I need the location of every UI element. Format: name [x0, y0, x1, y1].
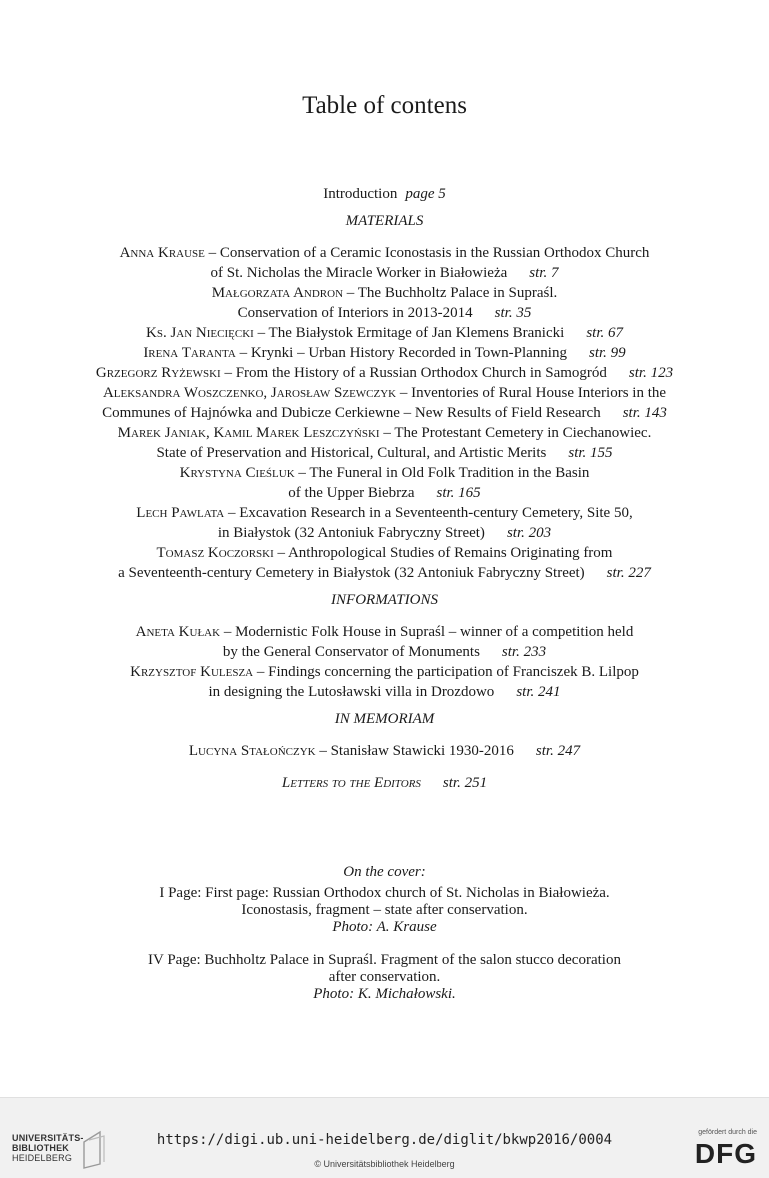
- letters-label: Letters to the Editors: [281, 775, 421, 791]
- entry-author: Ks. Jan Niecięcki: [146, 325, 254, 341]
- entry-author: Irena Taranta: [143, 345, 236, 361]
- viewer-footer: [0, 1097, 769, 1178]
- entry-title-cont: of the Upper Biebrza: [288, 485, 415, 501]
- entry-author: Lech Pawlata: [136, 505, 225, 521]
- toc-entry-kulak: [0, 622, 769, 642]
- entry-author: Marek Janiak, Kamil Marek Leszczyński: [117, 425, 380, 441]
- entry-title-cont: in Białystok (32 Antoniuk Fabryczny Street): [217, 525, 485, 541]
- cover-block-first: [0, 885, 769, 936]
- entry-page: str. 7: [529, 265, 559, 281]
- entry-page: str. 155: [568, 445, 613, 461]
- entry-title: – From the History of a Russian Orthodox Church in Samogród: [220, 365, 607, 381]
- entry-page: str. 233: [501, 644, 547, 660]
- toc-entry-kulesza: [0, 662, 769, 682]
- dfg-logo: DFG: [694, 1138, 757, 1169]
- entry-title-cont: State of Preservation and Historical, Cultural, and Artistic Merits: [156, 445, 547, 461]
- table-of-contents: [0, 184, 769, 793]
- entry-title-cont: Communes of Hajnówka and Dubicze Cerkiewne – New Results of Field Research: [102, 405, 601, 421]
- cover-photo-credit: Photo: K. Michałowski.: [313, 986, 456, 1002]
- entry-page: str. 247: [535, 743, 581, 759]
- entry-page: str. 227: [606, 565, 651, 581]
- entry-author: Aneta Kułak: [135, 624, 221, 640]
- entry-title: – The Funeral in Old Folk Tradition in the Basin: [294, 465, 590, 481]
- entry-page: str. 67: [586, 325, 623, 341]
- cover-heading: On the cover:: [343, 864, 426, 880]
- entry-title-cont: of St. Nicholas the Miracle Worker in Białowieża: [210, 265, 508, 281]
- toc-entry-stalonczyk: [0, 741, 769, 761]
- entry-title: – Stanisław Stawicki 1930-2016: [315, 743, 514, 759]
- entry-title: – The Buchholtz Palace in Supraśl.: [343, 285, 558, 301]
- entry-author: Lucyna Stałończyk: [188, 743, 316, 759]
- entry-title: – Anthropological Studies of Remains Originating from: [273, 545, 613, 561]
- entry-title-cont: Conservation of Interiors in 2013-2014: [237, 305, 473, 321]
- entry-page: str. 143: [622, 405, 667, 421]
- cover-caption: [0, 864, 769, 1003]
- cover-line: after conservation.: [328, 969, 441, 985]
- page-title: Table of contens: [302, 92, 467, 119]
- entry-author: Krzysztof Kulesza: [130, 664, 254, 680]
- cover-line: I Page: First page: Russian Orthodox church of St. Nicholas in Białowieża.: [159, 885, 610, 901]
- entry-title: – Excavation Research in a Seventeenth-century Cemetery, Site 50,: [224, 505, 633, 521]
- entry-author: Grzegorz Ryżewski: [95, 365, 221, 381]
- section-materials: MATERIALS: [345, 213, 424, 229]
- entry-title: – The Białystok Ermitage of Jan Klemens Branicki: [253, 325, 565, 341]
- entry-author: Małgorzata Andron: [211, 285, 344, 301]
- entry-page: str. 241: [516, 684, 561, 700]
- cover-block-fourth: [0, 952, 769, 1003]
- entry-author: Tomasz Koczorski: [156, 545, 274, 561]
- toc-entry-pawlata: [0, 503, 769, 523]
- cover-line: Iconostasis, fragment – state after conservation.: [241, 902, 528, 918]
- cover-photo-credit: Photo: A. Krause: [332, 919, 437, 935]
- entry-author: Anna Krause: [119, 245, 205, 261]
- funding-note: gefördert durch die: [698, 1129, 757, 1136]
- toc-entry-letters: [0, 773, 769, 793]
- section-informations: INFORMATIONS: [331, 592, 438, 608]
- entry-title: – Modernistic Folk House in Supraśl – winner of a competition held: [220, 624, 634, 640]
- entry-title: – Krynki – Urban History Recorded in Town-Planning: [235, 345, 567, 361]
- entry-title-cont: by the General Conservator of Monuments: [222, 644, 480, 660]
- toc-entry-andron: [0, 283, 769, 303]
- entry-title-cont: a Seventeenth-century Cemetery in Białystok (32 Antoniuk Fabryczny Street): [118, 565, 585, 581]
- copyright-notice: © Universitätsbibliothek Heidelberg: [314, 1159, 455, 1169]
- cover-line: IV Page: Buchholtz Palace in Supraśl. Fragment of the salon stucco decoration: [148, 952, 621, 968]
- toc-entry-koczorski: [0, 543, 769, 563]
- entry-page: str. 165: [436, 485, 481, 501]
- intro-label: Introduction: [323, 186, 398, 202]
- toc-entry-krause: [0, 243, 769, 263]
- entry-page: str. 99: [588, 345, 626, 361]
- library-logo: UNIVERSITÄTS- BIBLIOTHEK HEIDELBERG: [12, 1133, 84, 1163]
- entry-author: Krystyna Cieśluk: [179, 465, 295, 481]
- permalink-url[interactable]: https://digi.ub.uni-heidelberg.de/diglit/bkwp2016/0004: [156, 1132, 613, 1148]
- toc-entry-ryzewski: [0, 363, 769, 383]
- toc-entry-niecikecki: [0, 323, 769, 343]
- entry-page: str. 251: [442, 775, 488, 791]
- intro-page: page 5: [405, 186, 446, 202]
- toc-entry-janiak: [0, 423, 769, 443]
- entry-title-cont: in designing the Lutosławski villa in Drozdowo: [208, 684, 495, 700]
- toc-entry-piesluk: [0, 463, 769, 483]
- entry-title: – Inventories of Rural House Interiors in the: [396, 385, 667, 401]
- entry-page: str. 35: [494, 305, 532, 321]
- toc-entry-taranta: [0, 343, 769, 363]
- toc-intro: [0, 184, 769, 204]
- entry-page: str. 123: [628, 365, 674, 381]
- entry-page: str. 203: [506, 525, 552, 541]
- entry-title: – Findings concerning the participation of Franciszek B. Lilpop: [253, 664, 639, 680]
- entry-title: – The Protestant Cemetery in Ciechanowiec.: [379, 425, 652, 441]
- entry-author: Aleksandra Woszczenko, Jarosław Szewczyk: [102, 385, 397, 401]
- section-memoriam: IN MEMORIAM: [334, 711, 435, 727]
- toc-entry-woszczenko: [0, 383, 769, 403]
- entry-title: – Conservation of a Ceramic Iconostasis in the Russian Orthodox Church: [204, 245, 650, 261]
